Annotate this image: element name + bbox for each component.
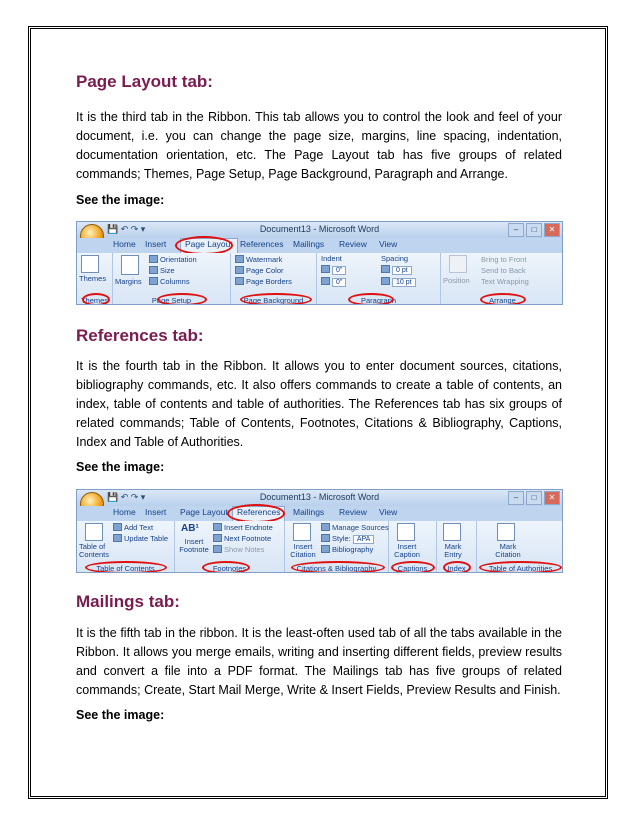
indent-left-value: 0"	[332, 266, 346, 275]
insert-endnote-icon	[213, 523, 222, 531]
tab-mailings: Mailings	[293, 239, 325, 249]
see-image-label: See the image:	[76, 708, 165, 722]
add-text-icon	[113, 523, 122, 531]
indent-left-field	[321, 265, 346, 275]
quick-access-toolbar: 💾 ↶ ↷ ▾	[107, 224, 146, 234]
indent-right-value: 0"	[332, 278, 346, 287]
size-label: Size	[160, 266, 175, 275]
maximize-icon: □	[526, 491, 542, 505]
window-controls	[508, 491, 560, 505]
next-footnote-label: Next Footnote	[224, 534, 272, 543]
group-label-arrange: Arrange	[489, 296, 516, 305]
tab-home: Home	[113, 239, 136, 249]
columns-icon	[149, 277, 158, 285]
watermark-icon	[235, 255, 244, 263]
tab-review: Review	[339, 239, 367, 249]
indent-right-icon	[321, 277, 330, 285]
position-icon	[449, 255, 467, 273]
update-table-label: Update Table	[124, 534, 169, 543]
style-value: APA	[353, 535, 375, 544]
insert-caption-icon	[397, 523, 415, 541]
insert-citation-icon	[293, 523, 311, 541]
themes-label: Themes	[79, 274, 107, 283]
mark-citation-icon	[497, 523, 515, 541]
update-table-icon	[113, 534, 122, 542]
manage-sources-label: Manage Sources	[332, 523, 389, 532]
orientation-label: Orientation	[160, 255, 197, 264]
ribbon-screenshot-page-layout	[76, 221, 563, 305]
next-footnote-icon	[213, 534, 222, 542]
style-item	[321, 534, 374, 544]
group-label-table-of-contents: Table of Contents	[96, 564, 155, 573]
window-controls	[508, 223, 560, 237]
insert-footnote-label: Insert Footnote	[179, 537, 209, 554]
bring-to-front-item: Bring to Front	[481, 255, 527, 264]
window-title-bar	[77, 222, 562, 238]
group-label-themes: Themes	[80, 296, 109, 305]
mark-entry-label: Mark Entry	[444, 542, 462, 559]
style-label: Style:	[332, 534, 351, 543]
highlight-ring	[85, 561, 167, 573]
group-label-footnotes: Footnotes	[212, 564, 247, 573]
close-icon: ✕	[544, 491, 560, 505]
orientation-icon	[149, 255, 158, 263]
spacing-before-value: 0 pt	[392, 266, 412, 275]
orientation-item	[149, 255, 197, 264]
tab-view: View	[379, 507, 398, 517]
minimize-icon: –	[508, 491, 524, 505]
next-footnote-item	[213, 534, 271, 543]
indent-label: Indent	[321, 254, 342, 263]
manage-sources-icon	[321, 523, 330, 531]
update-table-item	[113, 534, 168, 543]
spacing-after-icon	[381, 277, 390, 285]
tab-view: View	[379, 239, 398, 249]
minimize-icon: –	[508, 223, 524, 237]
group-label-paragraph: Paragraph	[360, 296, 397, 305]
show-notes-label: Show Notes	[224, 545, 265, 554]
indent-right-field	[321, 277, 346, 287]
highlight-ring	[479, 561, 562, 573]
manage-sources-item	[321, 523, 389, 532]
highlight-ring	[480, 293, 526, 305]
margins-icon	[121, 255, 139, 275]
add-text-label: Add Text	[124, 523, 154, 532]
highlight-ring	[391, 561, 435, 573]
indent-left-icon	[321, 265, 330, 273]
table-of-contents-label: Table of Contents	[79, 542, 110, 559]
insert-caption-label: Insert Caption	[394, 542, 420, 559]
bibliography-item	[321, 545, 373, 554]
see-image-label: See the image:	[76, 193, 165, 207]
spacing-after-value: 10 pt	[392, 278, 416, 287]
size-item	[149, 266, 175, 275]
tab-references: References	[240, 239, 284, 249]
group-label-page-setup: Page Setup	[151, 296, 192, 305]
page-color-item	[235, 266, 284, 275]
watermark-label: Watermark	[246, 255, 283, 264]
ribbon-panel	[77, 521, 562, 573]
see-image-label: See the image:	[76, 460, 165, 474]
highlight-ring	[202, 561, 250, 573]
themes-icon	[81, 255, 99, 273]
page-color-icon	[235, 266, 244, 274]
spacing-before-icon	[381, 265, 390, 273]
show-notes-item	[213, 545, 264, 554]
group-label-citations: Citations & Bibliography	[296, 564, 377, 573]
bibliography-label: Bibliography	[332, 545, 374, 554]
ribbon-screenshot-references	[76, 489, 563, 573]
watermark-item	[235, 255, 282, 264]
size-icon	[149, 266, 158, 274]
style-icon	[321, 534, 330, 542]
section-heading-mailings: Mailings tab:	[76, 592, 180, 611]
quick-access-toolbar: 💾 ↶ ↷ ▾	[107, 492, 146, 502]
table-of-contents-icon	[85, 523, 103, 541]
highlight-ring	[240, 293, 312, 305]
section-heading-references: References tab:	[76, 326, 204, 345]
section-body-page-layout: It is the third tab in the Ribbon. This tab allows you to control the look and feel of your document, i.e. you can change the page size, margins, line spacing, indentation, documentation orientation, etc. The Page Layout tab has five groups of related commands; Themes, Page Setup, Page Background, Paragraph and Arrange.	[76, 110, 562, 181]
highlight-ring	[157, 293, 207, 305]
section-body-mailings: It is the fifth tab in the ribbon. It is the least-often used tab of all the tabs available in the Ribbon. It allows you merge emails, writing and inserting different fields, preview results and convert a file into a PDF format. The Mailings tab has five groups of related commands; Create, Start Mail Merge, Write & Insert Fields, Preview Results and Finish.	[76, 626, 562, 697]
insert-endnote-label: Insert Endnote	[224, 523, 273, 532]
tab-page-layout: Page Layout	[180, 238, 238, 253]
columns-label: Columns	[160, 277, 190, 286]
add-text-item	[113, 523, 153, 532]
footnote-icon: AB¹	[181, 523, 199, 534]
window-title: Document13 - Microsoft Word	[259, 492, 380, 502]
window-title-bar	[77, 490, 562, 506]
close-icon: ✕	[544, 223, 560, 237]
tab-page-layout: Page Layout	[180, 507, 228, 517]
margins-label: Margins	[115, 277, 142, 286]
tab-references: References	[232, 506, 285, 521]
group-label-index: Index	[447, 564, 466, 573]
group-label-captions: Captions	[397, 564, 428, 573]
ribbon-tabs	[77, 506, 562, 521]
ribbon-tabs	[77, 238, 562, 253]
mark-entry-icon	[443, 523, 461, 541]
highlight-ring	[443, 561, 471, 573]
page-color-label: Page Color	[246, 266, 284, 275]
highlight-ring	[348, 293, 394, 305]
tab-mailings: Mailings	[293, 507, 325, 517]
section-heading-page-layout: Page Layout tab:	[76, 72, 213, 91]
group-label-page-background: Page Background	[243, 296, 304, 305]
insert-citation-label: Insert Citation	[290, 542, 316, 559]
page-borders-label: Page Borders	[246, 277, 292, 286]
page-borders-icon	[235, 277, 244, 285]
send-to-back-item: Send to Back	[481, 266, 526, 275]
maximize-icon: □	[526, 223, 542, 237]
tab-review: Review	[339, 507, 367, 517]
tab-home: Home	[113, 507, 136, 517]
bibliography-icon	[321, 545, 330, 553]
section-body-references: It is the fourth tab in the Ribbon. It allows you to enter document sources, citations, bibliography commands, etc. It also offers commands to create a table of contents, an index, table of contents and table of authorities. The References tab has six groups of related commands; Table of Contents, Footnotes, Citations & Bibliography, Captions, Index and Table of Authorities.	[76, 359, 562, 449]
ribbon-panel	[77, 253, 562, 305]
tab-insert: Insert	[145, 239, 167, 249]
window-title: Document13 - Microsoft Word	[259, 224, 380, 234]
show-notes-icon	[213, 545, 222, 553]
page-borders-item	[235, 277, 292, 286]
spacing-after-field	[381, 277, 416, 287]
tab-insert: Insert	[145, 507, 167, 517]
insert-endnote-item	[213, 523, 273, 532]
mark-citation-label: Mark Citation	[495, 542, 521, 559]
text-wrapping-item: Text Wrapping	[481, 277, 529, 286]
highlight-ring	[291, 561, 385, 573]
spacing-before-field	[381, 265, 412, 275]
group-label-table-of-authorities: Table of Authorities	[488, 564, 553, 573]
spacing-label: Spacing	[381, 254, 409, 263]
columns-item	[149, 277, 190, 286]
highlight-ring	[82, 293, 110, 305]
position-label: Position	[443, 276, 470, 285]
